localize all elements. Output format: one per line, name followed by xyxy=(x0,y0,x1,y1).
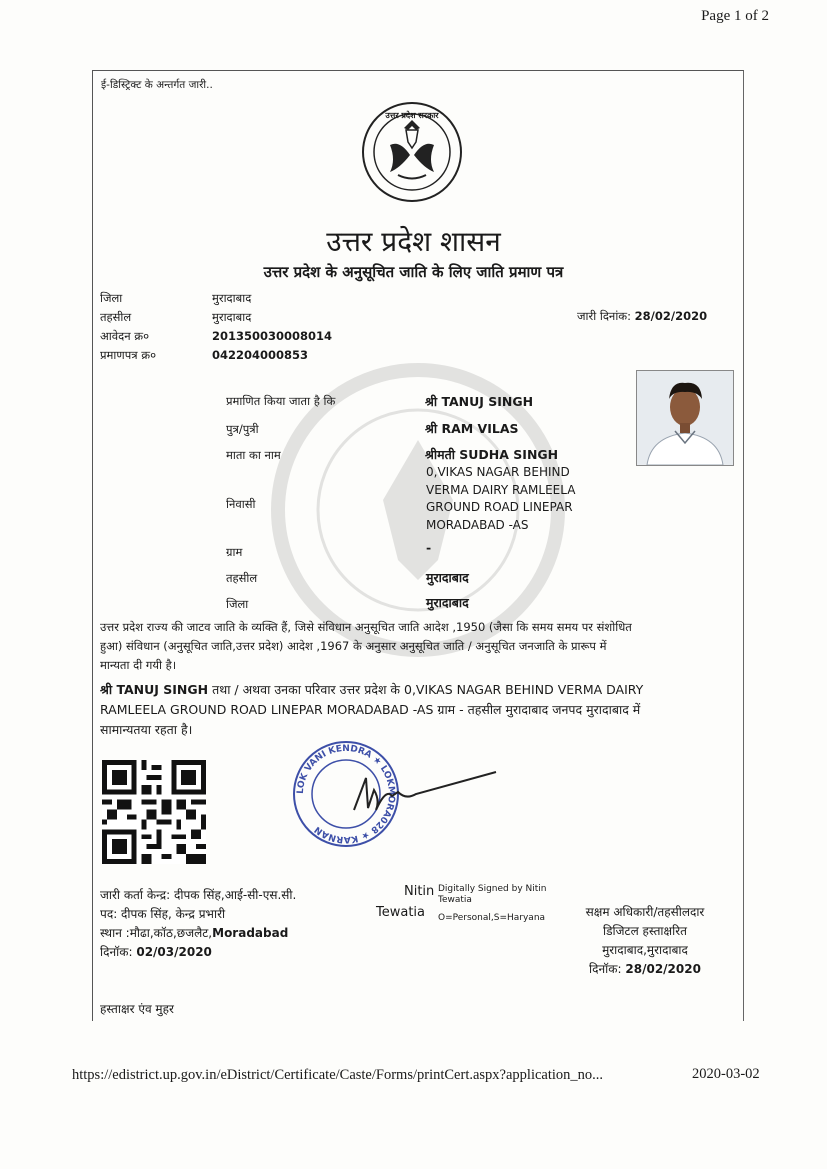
detail-tehsil-value: मुरादाबाद xyxy=(426,570,469,585)
handwritten-signature xyxy=(346,770,502,822)
resident-line: VERMA DAIRY RAMLEELA xyxy=(426,482,576,497)
emblem-text: उत्तर प्रदेश सरकार xyxy=(385,111,439,120)
meta-tehsil-value: मुरादाबाद xyxy=(212,310,252,324)
residence-name: श्री TANUJ SINGH xyxy=(100,682,209,697)
resident-line: MORADABAD -AS xyxy=(426,517,529,532)
certificate-title: उत्तर प्रदेश शासन xyxy=(326,225,501,258)
resident-line: 0,VIKAS NAGAR BEHIND xyxy=(426,465,570,479)
resident-label: निवासी xyxy=(226,497,256,511)
digital-signature-details xyxy=(438,884,546,924)
mother-label: माता का नाम xyxy=(226,448,281,462)
village-value: - xyxy=(426,540,432,555)
digital-sign-line: Digitally Signed by Nitin xyxy=(438,884,547,894)
mother-value: श्रीमती SUDHA SINGH xyxy=(425,447,559,462)
issued-under-note: ई-डिस्ट्रिक्ट के अन्तर्गत जारी.. xyxy=(101,79,213,91)
meta-certificate-value: 042204000853 xyxy=(212,348,309,362)
residence-line: सामान्यतया रहता है। xyxy=(100,722,193,737)
digital-sign-last-name: Tewatia xyxy=(376,905,426,920)
certificate-subtitle: उत्तर प्रदेश के अनुसूचित जाति के लिए जाति प्रमाण पत्र xyxy=(263,263,564,281)
issuer-date-value: 02/03/2020 xyxy=(136,945,212,959)
person-photo-icon xyxy=(637,371,733,465)
footer-url: https://edistrict.up.gov.in/eDistrict/Certificate/Caste/Forms/printCert.aspx?application_no... xyxy=(72,1067,604,1083)
caste-paragraph-line: हुआ) संविधान (अनुसूचित जाति,उत्तर प्रदेश) आदेश ,1967 के अनुसार अनुसूचित जाति / अनुसूचित जनजाति के प्रारूप में xyxy=(100,639,607,653)
resident-line: GROUND ROAD LINEPAR xyxy=(426,500,573,514)
issuer-centre: जारी कर्ता केन्द्र: दीपक सिंह,आई-सी-एस.सी. xyxy=(100,888,297,902)
signature-seal-label: हस्ताक्षर एंव मुहर xyxy=(100,1002,174,1016)
issue-date-value: 28/02/2020 xyxy=(634,309,708,323)
issuer-place-value: Moradabad xyxy=(212,926,289,940)
issue-date xyxy=(577,309,707,324)
residence-line: तथा / अथवा उनका परिवार उत्तर प्रदेश के 0,VIKAS NAGAR BEHIND VERMA DAIRY xyxy=(212,682,644,697)
qr-code-icon xyxy=(101,760,207,864)
residence-paragraph xyxy=(100,680,736,740)
meta-certificate-label: प्रमाणपत्र क्र० xyxy=(100,348,157,362)
caste-paragraph xyxy=(100,618,736,675)
authority-line: सक्षम अधिकारी/तहसीलदार xyxy=(585,905,705,919)
village-label: ग्राम xyxy=(226,545,243,559)
digital-sign-line: O=Personal,S=Haryana xyxy=(438,913,546,923)
applicant-photo xyxy=(636,370,734,466)
meta-application-label: आवेदन क्र० xyxy=(100,329,150,343)
meta-tehsil-label: तहसील xyxy=(100,310,132,324)
page-label: Page 1 of 2 xyxy=(701,8,769,24)
issuer-block xyxy=(100,886,296,962)
issuer-place-label: स्थान :मौढा,कॉठ,छजलैट, xyxy=(100,926,213,940)
meta-district-value: मुरादाबाद xyxy=(212,291,252,305)
digital-sign-first-name: Nitin xyxy=(404,884,435,899)
authority-date-value: 28/02/2020 xyxy=(625,962,701,976)
caste-paragraph-line: उत्तर प्रदेश राज्य की जाटव जाति के व्यक्ति हैं, जिसे संविधान अनुसूचित जाति आदेश ,1950 (जैसा कि समय समय पर संशोधित xyxy=(100,620,632,634)
detail-district-label: जिला xyxy=(226,597,249,611)
son-label: पुत्र/पुत्री xyxy=(226,422,259,436)
authority-block xyxy=(560,903,730,979)
stamp-ring-text: LOK VANI KENDRA ★ LOKMORA028 ★ KARNAN xyxy=(295,743,397,845)
issuer-post: पद: दीपक सिंह, केन्द्र प्रभारी xyxy=(100,907,226,921)
authority-line: डिजिटल हस्ताक्षरित xyxy=(603,924,687,938)
residence-line: RAMLEELA GROUND ROAD LINEPAR MORADABAD -AS ग्राम - तहसील मुरादाबाद जनपद मुरादाबाद में xyxy=(100,702,641,717)
issue-date-label: जारी दिनांक: xyxy=(577,309,632,323)
meta-application-value: 201350030008014 xyxy=(212,329,333,343)
digital-sign-line: Tewatia xyxy=(438,895,472,905)
son-value: श्री RAM VILAS xyxy=(425,421,519,436)
authority-line: मुरादाबाद,मुरादाबाद xyxy=(602,943,688,957)
certify-value: श्री TANUJ SINGH xyxy=(425,394,534,409)
caste-paragraph-line: मान्यता दी गयी है। xyxy=(100,658,177,672)
issuer-date-label: दिनॉक: xyxy=(100,945,133,959)
resident-address xyxy=(426,464,575,534)
authority-date-label: दिनॉक: xyxy=(589,962,622,976)
meta-district-label: जिला xyxy=(100,291,123,305)
detail-district-value: मुरादाबाद xyxy=(426,595,469,610)
footer-date: 2020-03-02 xyxy=(692,1066,760,1082)
detail-tehsil-label: तहसील xyxy=(226,571,258,585)
certify-label: प्रमाणित किया जाता है कि xyxy=(226,394,336,408)
